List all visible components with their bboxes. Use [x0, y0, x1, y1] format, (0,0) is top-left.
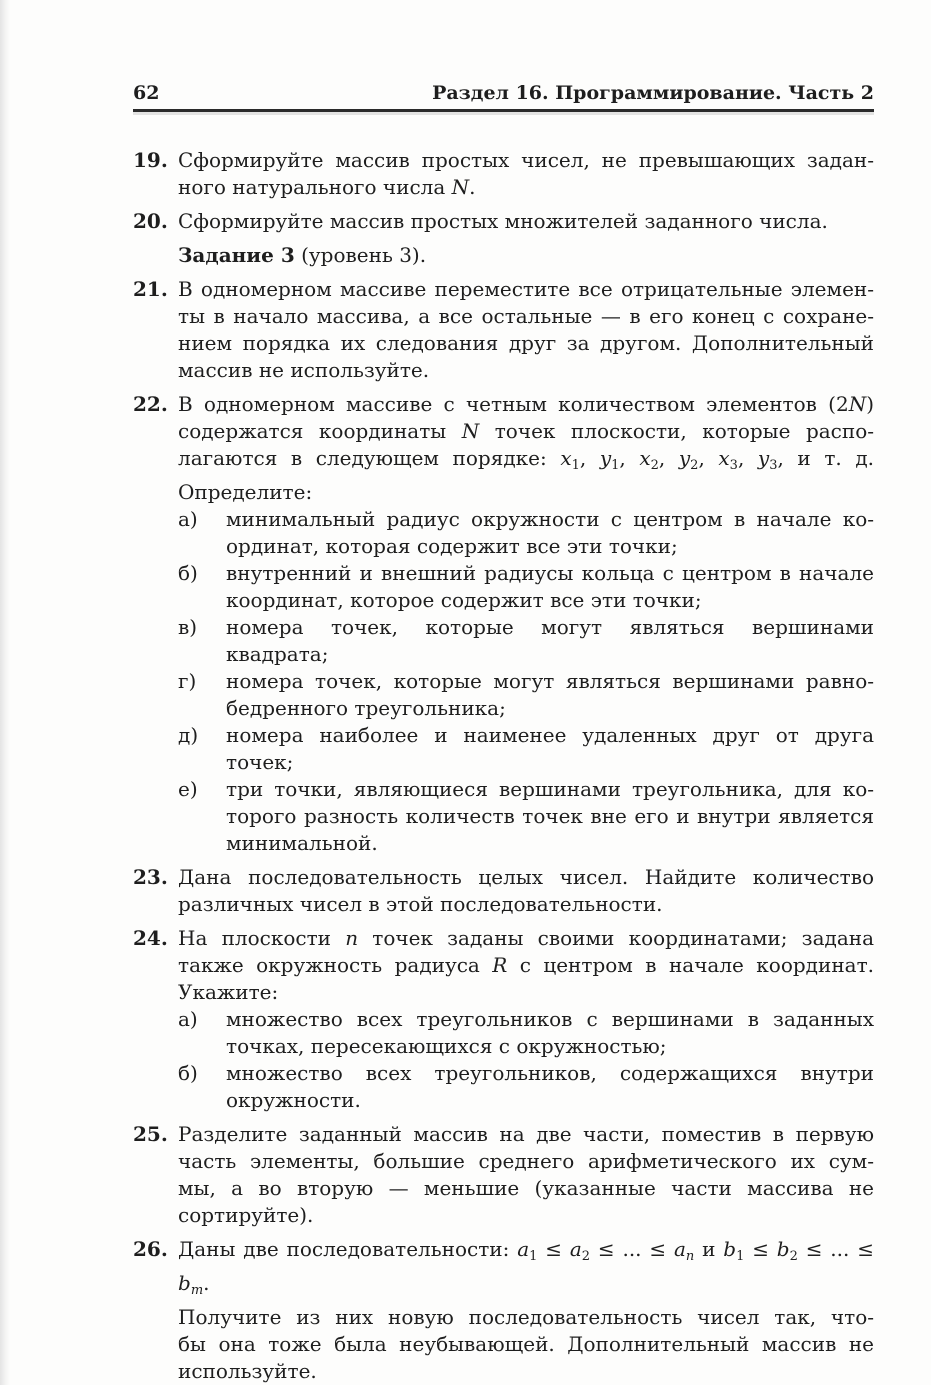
problem-number: 26.: [133, 1237, 168, 1261]
text-line: [178, 1358, 874, 1385]
text-run: три точки, являющиеся вершинами треугольника, для ко-: [226, 777, 874, 801]
math-variable: y: [599, 446, 612, 470]
text-line: [178, 330, 874, 357]
problem-item: [133, 208, 874, 235]
problem-list: [133, 147, 874, 1385]
scan-edge-shadow: [0, 0, 10, 1385]
text-run: ,: [619, 446, 640, 470]
sub-item-list: [178, 506, 874, 857]
sub-item-letter: в): [178, 615, 198, 639]
math-variable: a: [673, 1237, 686, 1261]
sub-item-letter: а): [178, 507, 198, 531]
sub-item-text: [226, 614, 874, 668]
problem-item: [133, 147, 874, 201]
sub-item: [178, 1060, 874, 1114]
sub-item: [178, 776, 874, 857]
text-run: также окружность радиуса: [178, 953, 493, 977]
text-run: ,: [737, 446, 758, 470]
sub-item-letter: а): [178, 1007, 198, 1031]
sub-item: [178, 560, 874, 614]
subscript: 2: [690, 458, 699, 473]
text-line: [178, 952, 874, 979]
problem-number: 23.: [133, 865, 168, 889]
text-line: [226, 614, 874, 641]
subscript: 2: [789, 1249, 798, 1264]
text-line: [226, 1087, 874, 1114]
text-line: [178, 925, 874, 952]
text-run: Получите из них новую последовательность чисел так, что-: [178, 1305, 874, 1329]
problem-text: [178, 147, 874, 201]
text-line: [178, 174, 874, 201]
text-line: [226, 830, 874, 857]
math-variable: N: [451, 175, 470, 199]
math-variable: N: [461, 419, 480, 443]
text-line: [178, 1175, 874, 1202]
text-line: [178, 1331, 874, 1358]
text-line: [178, 391, 874, 418]
text-line: [226, 722, 874, 749]
text-run: мы, а во вторую — меньшие (указанные части массива не: [178, 1176, 874, 1200]
text-line: [178, 1148, 874, 1175]
text-line: [226, 1060, 874, 1087]
text-run: нием порядка их следования друг за другом. Дополнительный: [178, 331, 874, 355]
text-run: внутренний и внешний радиусы кольца с центром в начале: [226, 561, 874, 585]
text-run: минимальный радиус окружности с центром в начале ко-: [226, 507, 874, 531]
problem-number: 21.: [133, 277, 168, 301]
text-run: множество всех треугольников, содержащихся внутри: [226, 1061, 874, 1085]
text-run: ≤: [537, 1237, 570, 1261]
problem-number: 24.: [133, 926, 168, 950]
subscript: 1: [529, 1249, 538, 1264]
math-variable: x: [560, 446, 572, 470]
text-line: [178, 864, 874, 891]
text-run: ты в начало массива, а все остальные — в его конец с сохране-: [178, 304, 874, 328]
math-variable: R: [492, 953, 508, 977]
sub-item-list: [178, 1006, 874, 1114]
text-line: [178, 979, 874, 1006]
page-content: [133, 82, 874, 1385]
problem-text: [178, 276, 874, 384]
text-line: [178, 418, 874, 445]
header-rule: [133, 109, 874, 112]
text-line: [178, 303, 874, 330]
text-run: ≤: [744, 1237, 777, 1261]
bold-text-run: Задание 3: [178, 243, 295, 267]
text-run: окружности.: [226, 1088, 361, 1112]
text-run: сортируйте).: [178, 1203, 314, 1227]
text-line: [226, 749, 874, 776]
problem-item: [133, 1236, 874, 1385]
text-run: бы она тоже была неубывающей. Дополнительный массив не: [178, 1332, 874, 1356]
text-run: минимальной.: [226, 831, 378, 855]
text-line: [178, 276, 874, 303]
sub-item-letter: г): [178, 669, 197, 693]
text-run: ординат, которая содержит все эти точки;: [226, 534, 678, 558]
text-line: [178, 1236, 874, 1304]
text-run: Укажите:: [178, 980, 279, 1004]
text-run: ного натурального числа: [178, 175, 452, 199]
text-run: Дана последовательность целых чисел. Найдите количество: [178, 865, 874, 889]
text-line: [226, 587, 874, 614]
text-run: лагаются в следующем порядке:: [178, 446, 561, 470]
sub-item-text: [226, 506, 874, 560]
subscript: 1: [571, 458, 580, 473]
text-line: [178, 1121, 874, 1148]
text-line: [226, 506, 874, 533]
sub-item-text: [226, 1006, 874, 1060]
text-line: [226, 776, 874, 803]
text-run: точках, пересекающихся с окружностью;: [226, 1034, 667, 1058]
math-variable: b: [723, 1237, 737, 1261]
text-line: [178, 479, 874, 506]
subscript: 1: [736, 1249, 745, 1264]
text-run: Сформируйте массив простых множителей заданного числа.: [178, 209, 828, 233]
text-run: ,: [579, 446, 600, 470]
sub-item-letter: д): [178, 723, 199, 747]
problem-item: [133, 1121, 874, 1229]
sub-item: [178, 506, 874, 560]
math-variable: m: [190, 1283, 204, 1298]
sub-item-letter: б): [178, 561, 198, 585]
text-line: [226, 1006, 874, 1033]
text-run: .: [469, 175, 476, 199]
text-run: различных чисел в этой последовательности.: [178, 892, 663, 916]
math-variable: a: [517, 1237, 530, 1261]
text-run: В одномерном массиве переместите все отрицательные элемен-: [178, 277, 874, 301]
math-variable: x: [718, 446, 730, 470]
problem-item: [133, 391, 874, 857]
text-run: используйте.: [178, 1359, 317, 1383]
math-variable: n: [685, 1249, 695, 1264]
text-run: точек;: [226, 750, 294, 774]
problem-text: [178, 1121, 874, 1229]
text-run: массив не используйте.: [178, 358, 430, 382]
text-run: ≤ ... ≤: [797, 1237, 874, 1261]
text-run: На плоскости: [178, 926, 346, 950]
text-run: координат, которое содержит все эти точки;: [226, 588, 702, 612]
sub-item-text: [226, 722, 874, 776]
sub-item-text: [226, 668, 874, 722]
sub-item-letter: б): [178, 1061, 198, 1085]
text-line: [178, 242, 874, 269]
text-line: [226, 560, 874, 587]
problem-text: [178, 925, 874, 1114]
text-line: [178, 445, 874, 479]
text-line: [178, 891, 874, 918]
text-run: торого разность количеств точек вне его и внутри является: [226, 804, 874, 828]
problem-number: 25.: [133, 1122, 168, 1146]
text-run: Определите:: [178, 480, 313, 504]
section-heading: [133, 242, 874, 269]
subscript: 3: [769, 458, 778, 473]
problem-number: 22.: [133, 392, 168, 416]
text-run: часть элементы, большие среднего арифметического их сум-: [178, 1149, 874, 1173]
subscript: 1: [611, 458, 620, 473]
math-variable: b: [178, 1271, 191, 1295]
text-run: В одномерном массиве с четным количеством элементов (2: [178, 392, 849, 416]
problem-text: [178, 242, 874, 269]
text-line: [226, 803, 874, 830]
text-run: квадрата;: [226, 642, 329, 666]
text-run: номера точек, которые могут являться вершинами равно-: [226, 669, 874, 693]
math-variable: b: [776, 1237, 790, 1261]
text-run: ): [866, 392, 874, 416]
sub-item-text: [226, 776, 874, 857]
text-run: точек заданы своими координатами; задана: [358, 926, 874, 950]
problem-text: [178, 1236, 874, 1385]
sub-item: [178, 614, 874, 668]
sub-item: [178, 1006, 874, 1060]
math-variable: n: [345, 926, 359, 950]
sub-item: [178, 722, 874, 776]
text-line: [226, 533, 874, 560]
problem-text: [178, 391, 874, 857]
text-run: и: [694, 1237, 724, 1261]
text-run: (уровень 3).: [294, 243, 427, 267]
text-line: [178, 1304, 874, 1331]
page-number: 62: [133, 82, 160, 104]
text-line: [178, 208, 874, 235]
text-run: с центром в начале координат.: [507, 953, 874, 977]
subscript: 2: [581, 1249, 591, 1264]
text-run: номера наиболее и наименее удаленных друг от друга: [226, 723, 874, 747]
problem-number: 19.: [133, 148, 168, 172]
running-head-title: Раздел 16. Программирование. Часть 2: [432, 82, 874, 104]
text-run: ,: [698, 446, 719, 470]
text-run: ,: [658, 446, 679, 470]
math-variable: x: [639, 446, 651, 470]
text-run: Даны две последовательности:: [178, 1237, 518, 1261]
problem-item: [133, 925, 874, 1114]
text-line: [226, 668, 874, 695]
problem-item: [133, 864, 874, 918]
text-run: точек плоскости, которые распо-: [479, 419, 874, 443]
text-run: Разделите заданный массив на две части, поместив в первую: [178, 1122, 874, 1146]
subscript: 3: [729, 458, 738, 473]
sub-item-text: [226, 560, 874, 614]
text-run: ≤ ... ≤: [590, 1237, 674, 1261]
text-line: [226, 695, 874, 722]
text-line: [178, 147, 874, 174]
sub-item: [178, 668, 874, 722]
math-variable: y: [757, 446, 770, 470]
text-run: Сформируйте массив простых чисел, не превышающих задан-: [178, 148, 874, 172]
text-line: [178, 1202, 874, 1229]
text-run: бедренного треугольника;: [226, 696, 506, 720]
subscript: 2: [650, 458, 659, 473]
text-line: [226, 641, 874, 668]
sub-item-letter: е): [178, 777, 198, 801]
math-variable: N: [848, 392, 867, 416]
text-run: содержатся координаты: [178, 419, 462, 443]
text-run: .: [203, 1271, 210, 1295]
text-run: номера точек, которые могут являться вершинами: [226, 615, 874, 639]
text-line: [178, 357, 874, 384]
text-run: , и т. д.: [777, 446, 874, 470]
sub-item-text: [226, 1060, 874, 1114]
problem-item: [133, 276, 874, 384]
math-variable: y: [678, 446, 691, 470]
problem-number: 20.: [133, 209, 168, 233]
problem-text: [178, 864, 874, 918]
running-head: [133, 82, 874, 104]
problem-text: [178, 208, 874, 235]
math-variable: a: [569, 1237, 582, 1261]
text-line: [226, 1033, 874, 1060]
text-run: множество всех треугольников с вершинами в заданных: [226, 1007, 874, 1031]
